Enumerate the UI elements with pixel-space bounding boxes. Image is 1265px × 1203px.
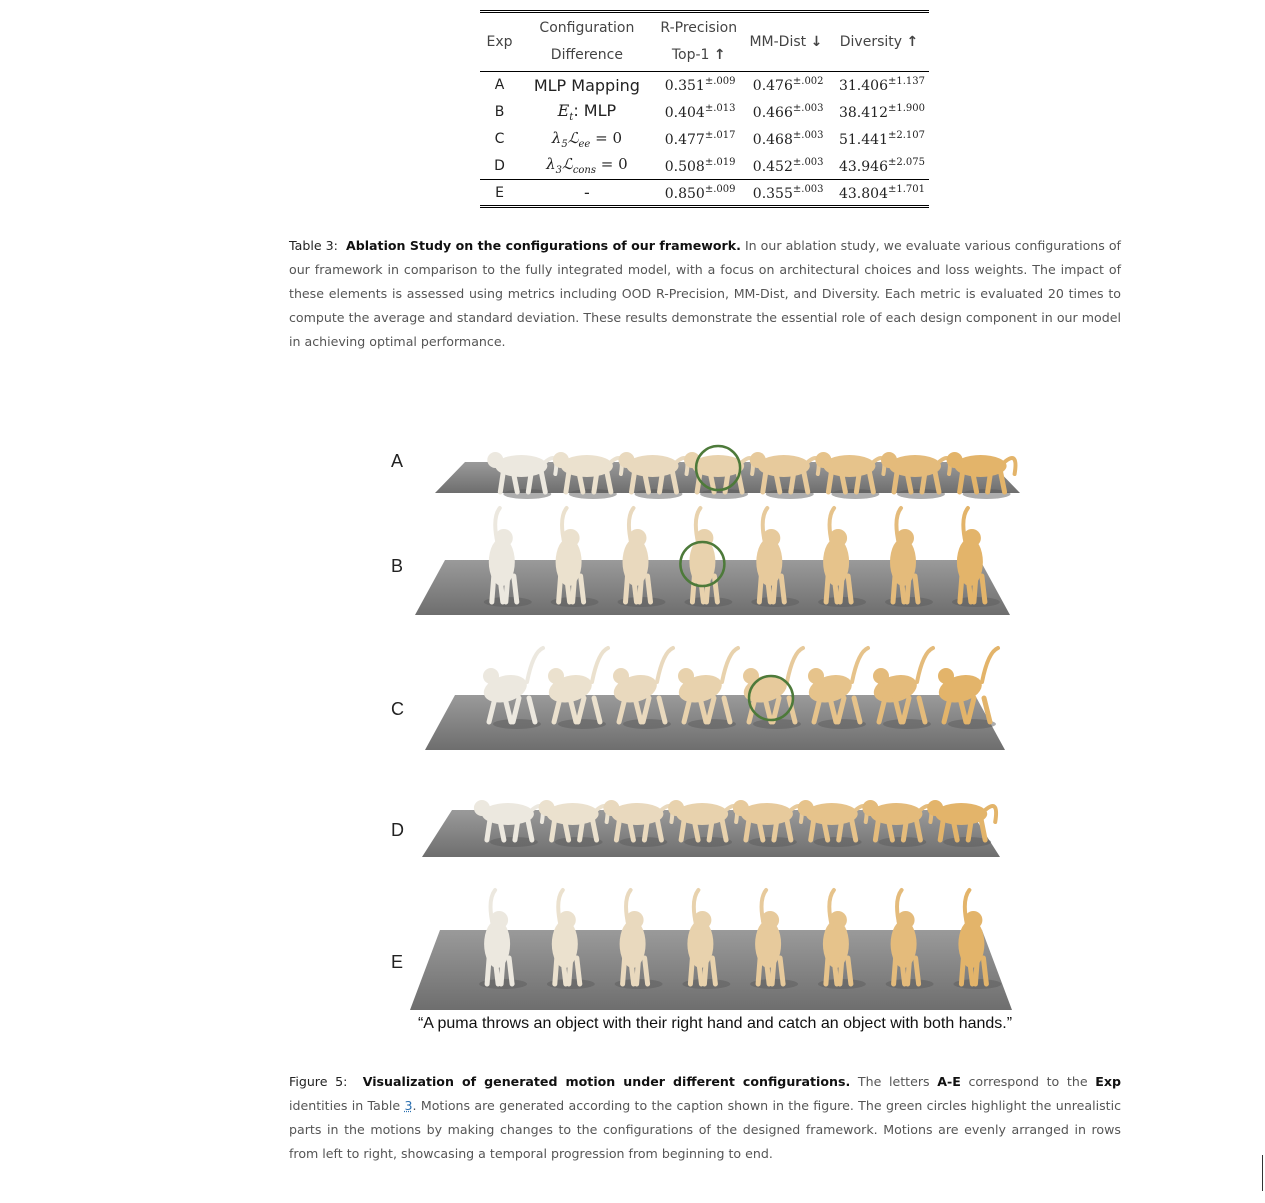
puma-leg bbox=[631, 958, 634, 984]
puma-leg bbox=[634, 576, 637, 602]
figure-rows bbox=[391, 446, 1020, 1010]
motion-figure bbox=[380, 410, 1030, 1015]
puma-leg bbox=[982, 576, 985, 602]
caption-body: . Motions are generated according to the caption shown in the figure. The green circles highlight the unrealistic parts in the motions by making changes to the configurations of the designed framework. Motions are evenly arranged in rows from left to right, showcasing a temporal progression from beginning to end. bbox=[289, 1098, 1121, 1161]
table-row bbox=[480, 126, 929, 153]
caption-title: Ablation Study on the configurations of our framework. bbox=[345, 238, 741, 253]
puma-leg bbox=[700, 576, 703, 602]
cell-exp: C bbox=[494, 131, 505, 147]
table-row bbox=[480, 153, 929, 180]
puma-leg bbox=[915, 576, 918, 602]
puma-leg bbox=[528, 472, 531, 492]
puma-head bbox=[619, 452, 635, 468]
std: ±.003 bbox=[792, 183, 824, 195]
cell-config: MLP Mapping bbox=[533, 75, 640, 95]
puma-head bbox=[678, 668, 694, 684]
value: 0.355 bbox=[752, 185, 793, 202]
puma-leg bbox=[500, 472, 503, 492]
puma-leg bbox=[616, 820, 619, 840]
puma-leg bbox=[848, 958, 851, 984]
puma-leg bbox=[903, 820, 906, 840]
puma-leg bbox=[902, 958, 905, 984]
puma-leg bbox=[894, 472, 897, 492]
puma-head bbox=[927, 800, 943, 816]
std: ±1.701 bbox=[887, 183, 925, 195]
header-exp: Exp bbox=[480, 12, 519, 72]
subscript: t bbox=[569, 112, 574, 124]
cell-exp: D bbox=[494, 157, 505, 174]
header-mmdist bbox=[743, 12, 829, 72]
puma-leg bbox=[559, 576, 561, 602]
motion-row bbox=[391, 800, 1000, 857]
cell-diversity bbox=[829, 153, 929, 180]
value: 0.351 bbox=[664, 78, 705, 95]
cell-rprecision bbox=[655, 99, 743, 126]
puma-head bbox=[487, 452, 503, 468]
puma-leg bbox=[492, 576, 494, 602]
row-label: D bbox=[391, 820, 404, 840]
cell-diversity bbox=[829, 126, 929, 153]
std: ±.003 bbox=[792, 103, 824, 114]
puma-head bbox=[539, 800, 555, 816]
puma-leg bbox=[893, 576, 895, 602]
puma-head bbox=[548, 668, 564, 684]
value: 43.946 bbox=[838, 158, 888, 175]
puma-leg bbox=[648, 576, 651, 602]
puma-leg bbox=[506, 576, 508, 602]
puma-leg bbox=[767, 576, 770, 602]
cell-exp: A bbox=[494, 77, 505, 94]
subscript: ee bbox=[578, 138, 591, 150]
puma-leg bbox=[746, 820, 749, 840]
puma-frame bbox=[676, 648, 738, 729]
puma-tail bbox=[917, 648, 933, 682]
puma-leg bbox=[514, 576, 517, 602]
table-row bbox=[480, 180, 929, 207]
puma-leg bbox=[834, 576, 837, 602]
puma-head bbox=[947, 452, 963, 468]
puma-leg bbox=[983, 958, 986, 984]
cell-mmdist bbox=[743, 153, 829, 180]
caption-label: Table 3: bbox=[289, 238, 338, 253]
cell-diversity bbox=[829, 99, 929, 126]
cell-rprecision bbox=[655, 72, 743, 99]
table-row bbox=[480, 72, 929, 99]
puma-leg bbox=[495, 958, 498, 984]
puma-leg bbox=[712, 958, 715, 984]
std: ±2.075 bbox=[887, 156, 925, 168]
down-arrow-icon: ↓ bbox=[810, 33, 823, 50]
puma-leg bbox=[826, 958, 828, 984]
equation: = 0 bbox=[590, 128, 622, 147]
subscript: 3 bbox=[555, 165, 562, 177]
puma-leg bbox=[704, 958, 706, 984]
puma-tail bbox=[787, 648, 803, 682]
value: 0.452 bbox=[752, 158, 793, 175]
cell-mmdist bbox=[743, 99, 829, 126]
puma-leg bbox=[811, 820, 814, 840]
puma-frame bbox=[806, 648, 868, 729]
puma-leg bbox=[594, 472, 597, 492]
cell-exp: B bbox=[494, 104, 505, 120]
value: 31.406 bbox=[838, 78, 888, 95]
cell-exp: E bbox=[480, 180, 519, 207]
puma-tail bbox=[982, 648, 998, 682]
std: ±.009 bbox=[704, 76, 736, 88]
puma-leg bbox=[759, 576, 761, 602]
header-diversity bbox=[829, 12, 929, 72]
caption-text: The letters bbox=[850, 1074, 938, 1089]
symbol: E bbox=[557, 100, 570, 120]
puma-head bbox=[873, 668, 889, 684]
header-rprecision-line1: R-Precision bbox=[660, 20, 738, 36]
caption-letters: A-E bbox=[937, 1074, 961, 1089]
puma-leg bbox=[922, 472, 925, 492]
puma-leg bbox=[692, 576, 694, 602]
header-config-line1: Configuration bbox=[539, 20, 635, 36]
std: ±.013 bbox=[704, 103, 736, 114]
puma-leg bbox=[681, 820, 684, 840]
table-header-row bbox=[480, 12, 929, 72]
cell-config bbox=[519, 99, 655, 126]
row-label: A bbox=[391, 451, 404, 471]
puma-leg bbox=[988, 472, 991, 492]
puma-leg bbox=[698, 958, 701, 984]
puma-leg bbox=[515, 820, 518, 840]
puma-leg bbox=[901, 576, 904, 602]
motion-row bbox=[391, 648, 1005, 750]
puma-leg bbox=[828, 472, 831, 492]
up-arrow-icon: ↑ bbox=[713, 47, 726, 63]
puma-leg bbox=[487, 958, 489, 984]
puma-head bbox=[668, 800, 684, 816]
puma-leg bbox=[908, 958, 910, 984]
puma-leg bbox=[637, 958, 639, 984]
puma-leg bbox=[644, 820, 647, 840]
lambda: λ bbox=[551, 128, 562, 147]
figure-caption bbox=[289, 1070, 1121, 1166]
std: ±.003 bbox=[792, 156, 824, 168]
puma-frame bbox=[936, 648, 998, 729]
puma-leg bbox=[773, 576, 775, 602]
puma-leg bbox=[487, 820, 490, 840]
puma-leg bbox=[626, 576, 628, 602]
header-config-line2: Difference bbox=[550, 47, 623, 63]
puma-leg bbox=[907, 576, 909, 602]
value: 0.404 bbox=[664, 105, 705, 121]
puma-leg bbox=[791, 472, 794, 492]
caption-text: identities in Table bbox=[289, 1098, 405, 1113]
std: ±.017 bbox=[704, 130, 736, 141]
puma-tail bbox=[852, 648, 868, 682]
puma-leg bbox=[509, 958, 512, 984]
puma-leg bbox=[763, 472, 766, 492]
row-label: E bbox=[391, 952, 404, 972]
header-rprecision-line2 bbox=[659, 42, 739, 69]
puma-leg bbox=[840, 958, 842, 984]
puma-leg bbox=[555, 958, 557, 984]
motion-row bbox=[391, 446, 1020, 499]
puma-leg bbox=[567, 576, 570, 602]
puma-leg bbox=[632, 472, 635, 492]
std: ±.009 bbox=[704, 183, 736, 195]
value: 0.477 bbox=[664, 132, 705, 148]
value: 0.508 bbox=[664, 158, 705, 175]
value: 0.466 bbox=[752, 105, 793, 121]
puma-leg bbox=[569, 958, 571, 984]
puma-leg bbox=[960, 576, 962, 602]
puma-leg bbox=[774, 820, 777, 840]
table-row bbox=[480, 99, 929, 126]
motion-row bbox=[391, 890, 1012, 1010]
puma-leg bbox=[968, 576, 971, 602]
puma-leg bbox=[894, 958, 896, 984]
puma-head bbox=[750, 452, 766, 468]
caption-title: Visualization of generated motion under different configurations. bbox=[362, 1074, 851, 1089]
puma-leg bbox=[690, 958, 692, 984]
motion-row bbox=[391, 508, 1010, 615]
subscript: 5 bbox=[561, 138, 568, 150]
puma-leg bbox=[772, 958, 774, 984]
puma-tail bbox=[657, 648, 673, 682]
puma-leg bbox=[581, 576, 584, 602]
puma-frame bbox=[611, 648, 673, 729]
puma-leg bbox=[961, 958, 963, 984]
value: 43.804 bbox=[838, 185, 888, 202]
header-diversity-label: Diversity bbox=[839, 33, 903, 50]
page-edge-mark bbox=[1262, 1155, 1263, 1191]
puma-leg bbox=[781, 576, 784, 602]
puma-leg bbox=[573, 576, 575, 602]
puma-leg bbox=[645, 958, 648, 984]
cell-config bbox=[519, 153, 655, 180]
value: 51.441 bbox=[838, 132, 888, 148]
header-rprecision bbox=[655, 12, 743, 72]
cell-diversity bbox=[829, 180, 929, 207]
value: 38.412 bbox=[838, 105, 888, 121]
value: 0.476 bbox=[752, 78, 793, 95]
puma-leg bbox=[968, 820, 971, 840]
puma-tail bbox=[527, 648, 543, 682]
puma-head bbox=[938, 668, 954, 684]
puma-leg bbox=[577, 958, 580, 984]
puma-leg bbox=[780, 958, 783, 984]
puma-head bbox=[603, 800, 619, 816]
puma-head bbox=[733, 800, 749, 816]
puma-leg bbox=[566, 472, 569, 492]
cell-mmdist bbox=[743, 126, 829, 153]
puma-leg bbox=[848, 576, 851, 602]
puma-leg bbox=[839, 820, 842, 840]
puma-head bbox=[862, 800, 878, 816]
puma-leg bbox=[709, 820, 712, 840]
caption-text: correspond to the bbox=[960, 1074, 1096, 1089]
ablation-table bbox=[480, 10, 929, 208]
caption-body: In our ablation study, we evaluate various configurations of our framework in comparison to the fully integrated model, with a focus on architectural choices and loss weights. The impact of these elements is assessed using metrics including OOD R-Precision, MM-Dist, and Diversity. Each metric is evaluated 20 times to compute the average and standard deviation. These results demonstrate the essential role of each design component in our model in achieving optimal performance. bbox=[289, 238, 1121, 349]
header-config bbox=[519, 12, 655, 72]
value: 0.850 bbox=[664, 185, 705, 202]
cell-mmdist bbox=[743, 72, 829, 99]
puma-frame bbox=[546, 648, 608, 729]
puma-leg bbox=[623, 958, 625, 984]
puma-head bbox=[553, 452, 569, 468]
up-arrow-icon: ↑ bbox=[906, 33, 919, 50]
puma-head bbox=[815, 452, 831, 468]
puma-frame bbox=[481, 648, 543, 729]
puma-leg bbox=[660, 472, 663, 492]
puma-leg bbox=[969, 958, 972, 984]
puma-leg bbox=[706, 576, 708, 602]
subscript: cons bbox=[572, 165, 597, 177]
cell-rprecision bbox=[655, 153, 743, 180]
puma-frame bbox=[871, 648, 933, 729]
puma-head bbox=[881, 452, 897, 468]
puma-leg bbox=[875, 820, 878, 840]
std: ±.002 bbox=[792, 76, 824, 88]
puma-leg bbox=[758, 958, 760, 984]
puma-leg bbox=[501, 958, 503, 984]
puma-leg bbox=[640, 576, 642, 602]
puma-leg bbox=[975, 958, 977, 984]
figure-prompt-quote: “A puma throws an object with their right hand and catch an object with both hands.” bbox=[417, 1015, 1013, 1032]
puma-leg bbox=[580, 820, 583, 840]
puma-tail bbox=[592, 648, 608, 682]
equation: = 0 bbox=[596, 155, 628, 174]
row-label: C bbox=[391, 699, 404, 719]
value: 0.468 bbox=[752, 132, 793, 148]
puma-leg bbox=[563, 958, 566, 984]
cell-rprecision bbox=[655, 126, 743, 153]
caption-exp-word: Exp bbox=[1095, 1074, 1121, 1089]
table-caption bbox=[289, 234, 1121, 354]
puma-leg bbox=[500, 576, 503, 602]
std: ±.019 bbox=[704, 156, 736, 168]
header-mmdist-label: MM-Dist bbox=[749, 33, 807, 50]
cell-config: - bbox=[519, 180, 655, 207]
std: ±.003 bbox=[792, 130, 824, 141]
std: ±1.900 bbox=[887, 103, 925, 114]
loss-symbol: ℒ bbox=[562, 155, 573, 174]
puma-leg bbox=[940, 820, 943, 840]
text: : MLP bbox=[573, 100, 617, 120]
loss-symbol: ℒ bbox=[567, 128, 579, 147]
cell-mmdist bbox=[743, 180, 829, 207]
puma-leg bbox=[552, 820, 555, 840]
std: ±1.137 bbox=[887, 76, 925, 88]
puma-leg bbox=[766, 958, 769, 984]
lambda: λ bbox=[546, 155, 556, 174]
caption-label: Figure 5: bbox=[289, 1074, 348, 1089]
puma-head bbox=[808, 668, 824, 684]
puma-leg bbox=[840, 576, 842, 602]
puma-tail bbox=[722, 648, 738, 682]
cell-diversity bbox=[829, 72, 929, 99]
puma-leg bbox=[960, 472, 963, 492]
puma-leg bbox=[916, 958, 919, 984]
puma-leg bbox=[974, 576, 976, 602]
table-reference-link[interactable]: 3 bbox=[404, 1098, 413, 1113]
puma-leg bbox=[856, 472, 859, 492]
puma-leg bbox=[834, 958, 837, 984]
puma-leg bbox=[826, 576, 828, 602]
puma-head bbox=[474, 800, 490, 816]
cell-rprecision bbox=[655, 180, 743, 207]
puma-head bbox=[798, 800, 814, 816]
puma-head bbox=[483, 668, 499, 684]
cell-config bbox=[519, 126, 655, 153]
puma-frame bbox=[741, 648, 803, 729]
header-rprecision-top1: Top-1 bbox=[671, 47, 710, 63]
puma-head bbox=[613, 668, 629, 684]
std: ±2.107 bbox=[887, 130, 925, 141]
row-label: B bbox=[391, 556, 404, 576]
